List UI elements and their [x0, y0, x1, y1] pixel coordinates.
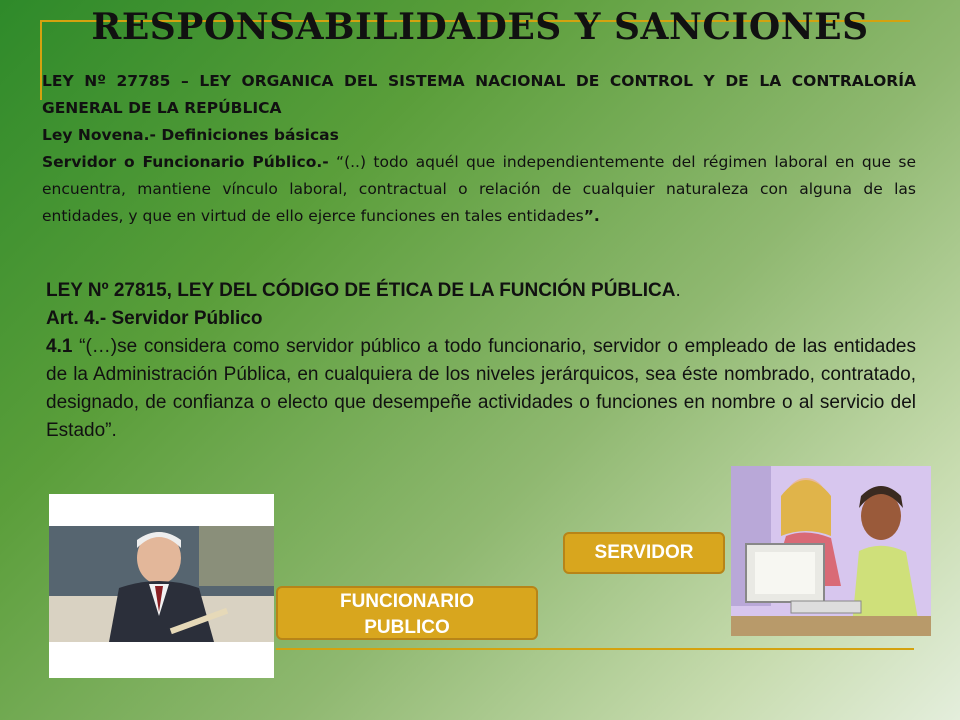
law-27815-block [46, 277, 916, 445]
servidor-label: SERVIDOR [563, 532, 725, 574]
article-item-text: “(…)se considera como servidor público a todo funcionario, servidor o empleado de las entidades de la Administración Pública, en cualquiera de los niveles jerárquicos, sea éste nombrado, contratado, designado, de confianza o electo que desempeñe actividades o funciones en nombre o al servicio del Estado”. [46, 336, 916, 441]
law-27785-block [42, 68, 916, 230]
law-27815-heading-line [46, 277, 916, 305]
article-item [46, 333, 916, 445]
definition-closing: ”. [583, 207, 600, 225]
law-27785-subheading: Ley Novena.- Definiciones básicas [42, 126, 339, 144]
law-27785-definition [42, 149, 916, 230]
bottom-rule [276, 648, 914, 650]
law-27785-heading: LEY Nº 27785 – LEY ORGANICA DEL SISTEMA NACIONAL DE CONTROL Y DE LA CONTRALORÍA GENERAL DE LA REPÚBLICA [42, 72, 916, 117]
definition-term: Servidor o Funcionario Público.- [42, 153, 329, 171]
page-title: RESPONSABILIDADES Y SANCIONES [91, 6, 869, 48]
official-photo [49, 494, 274, 678]
servants-photo [731, 466, 931, 636]
funcionario-label-line1: FUNCIONARIO [339, 591, 475, 612]
definition-text: “(..) todo aquél que independientemente del régimen laboral en que se encuentra, mantiene vínculo laboral, contractual o relación de cualquier naturaleza con alguna de las entidades, y que en virtud de ello ejerce funciones en tales entidades [42, 153, 916, 225]
servants-illustration [731, 466, 931, 636]
article-heading: Art. 4.- Servidor Público [46, 308, 263, 329]
official-photo-image [49, 526, 274, 642]
article-item-number: 4.1 [46, 336, 73, 357]
law-27815-heading-end: . [675, 280, 681, 301]
funcionario-label-line2: PUBLICO [364, 617, 450, 638]
law-27815-heading: LEY Nº 27815, LEY DEL CÓDIGO DE ÉTICA DE LA FUNCIÓN PÚBLICA [46, 280, 676, 301]
funcionario-publico-label [276, 586, 538, 640]
